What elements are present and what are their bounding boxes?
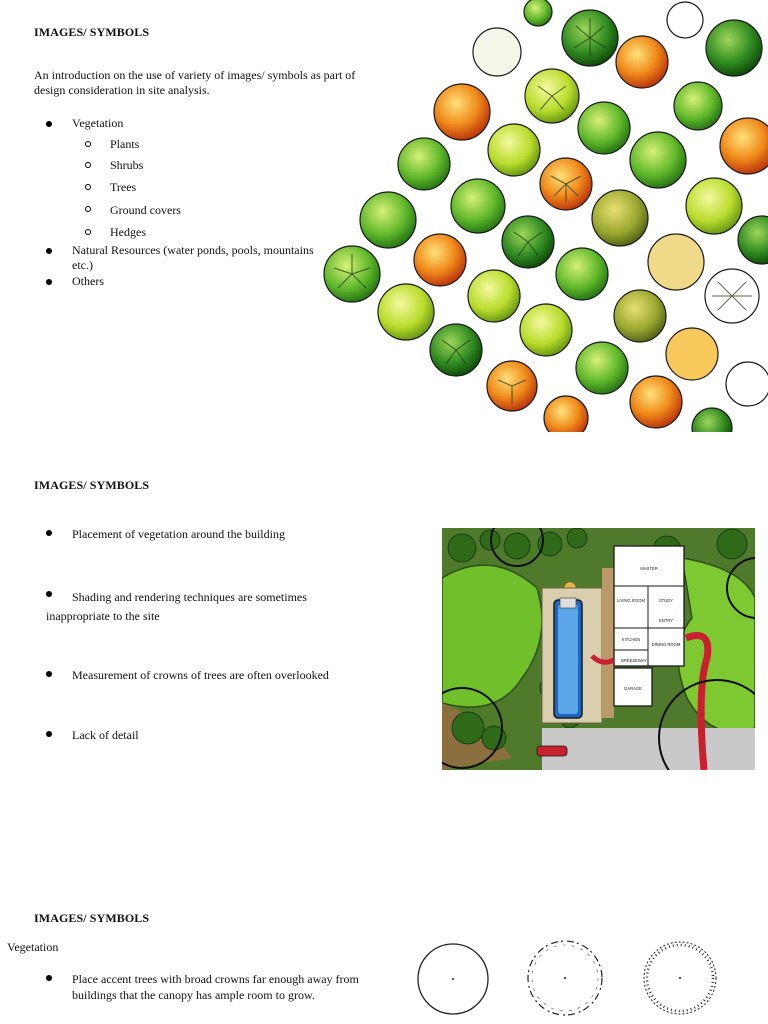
tree-symbol (520, 304, 572, 356)
sub-bullet-hedges: Hedges (110, 225, 146, 239)
bullet-natural-resources: Natural Resources (water ponds, pools, mountains etc.) (72, 243, 314, 272)
room-label-study: STUDY (658, 598, 674, 603)
sub-bullet-trees: Trees (110, 180, 137, 194)
bullet-dot (46, 731, 52, 737)
bullet-placement: Placement of vegetation around the building (72, 527, 285, 541)
tree-symbol (630, 132, 686, 188)
tree-symbol (451, 179, 505, 233)
tree-symbol (556, 248, 608, 300)
room-label-living: LIVING ROOM (617, 598, 645, 603)
tree-symbol (414, 234, 466, 286)
bullet-vegetation: Vegetation (72, 116, 124, 130)
tree-symbol (630, 376, 682, 428)
room-label-breezeway: BREEZEWAY (621, 658, 647, 663)
room-label-kitchen: KITCHEN (621, 637, 641, 642)
tree-symbol (738, 216, 768, 264)
bullet-dot (46, 530, 52, 536)
room-label-dining: DINING ROOM (651, 642, 681, 647)
tree-symbol (692, 408, 732, 432)
bullet-dot (46, 121, 52, 127)
sub-bullet-ring (85, 141, 91, 147)
tree-symbol (544, 396, 588, 432)
tree-symbol (524, 0, 552, 26)
section2-heading: IMAGES/ SYMBOLS (34, 478, 150, 492)
tree-symbol (398, 138, 450, 190)
tree-symbol (592, 190, 648, 246)
bullet-detail: Lack of detail (72, 728, 139, 742)
bullet-dot (46, 975, 52, 981)
bullet-shading: Shading and rendering techniques are sometimes inappropriate to the site (46, 590, 307, 623)
room-label-garage: GARAGE (624, 686, 642, 691)
tree-symbol (614, 290, 666, 342)
tree-symbol (686, 178, 742, 234)
tree-symbol (488, 124, 540, 176)
sub-bullet-plants: Plants (110, 137, 140, 151)
bullet-others: Others (72, 274, 104, 288)
bullet-crowns: Measurement of crowns of trees are often overlooked (72, 668, 329, 682)
tree-symbol (616, 36, 668, 88)
tree-symbol (578, 102, 630, 154)
section3-heading: IMAGES/ SYMBOLS (34, 911, 150, 925)
tree-symbol (468, 270, 520, 322)
tree-symbol (674, 82, 722, 130)
tree-symbol (434, 84, 490, 140)
tree-symbol (666, 328, 718, 380)
bullet-dot (46, 279, 52, 285)
sub-bullet-ring (85, 184, 91, 190)
tree-symbol (648, 234, 704, 290)
room-label-entry: ENTRY (658, 618, 674, 623)
tree-symbol (667, 2, 703, 38)
sub-bullet-shrubs: Shrubs (110, 158, 144, 172)
room-label-master: MASTER (640, 566, 658, 571)
tree-symbols-collage (320, 0, 768, 432)
tree-symbol (576, 342, 628, 394)
tree-symbol (360, 192, 416, 248)
tree-symbol (473, 28, 521, 76)
tree-symbol (720, 118, 768, 174)
sub-bullet-ring (85, 162, 91, 168)
site-plan-image (442, 528, 755, 770)
tree-symbol (706, 20, 762, 76)
tree-symbol (378, 284, 434, 340)
sub-bullet-groundcovers: Ground covers (110, 203, 181, 217)
tree-crown-outlines (412, 930, 732, 1024)
tree-symbol (726, 362, 768, 406)
bullet-dot (46, 248, 52, 254)
section1-heading: IMAGES/ SYMBOLS (34, 25, 150, 39)
sub-bullet-ring (85, 206, 91, 212)
section1-intro: An introduction on the use of variety of images/ symbols as part of design consideration in site analysis. (34, 68, 356, 97)
section3-label: Vegetation (7, 940, 59, 954)
sub-bullet-ring (85, 229, 91, 235)
bullet-accent-trees: Place accent trees with broad crowns far enough away from buildings that the canopy has ample room to grow. (72, 972, 359, 1002)
bullet-dot (46, 671, 52, 677)
